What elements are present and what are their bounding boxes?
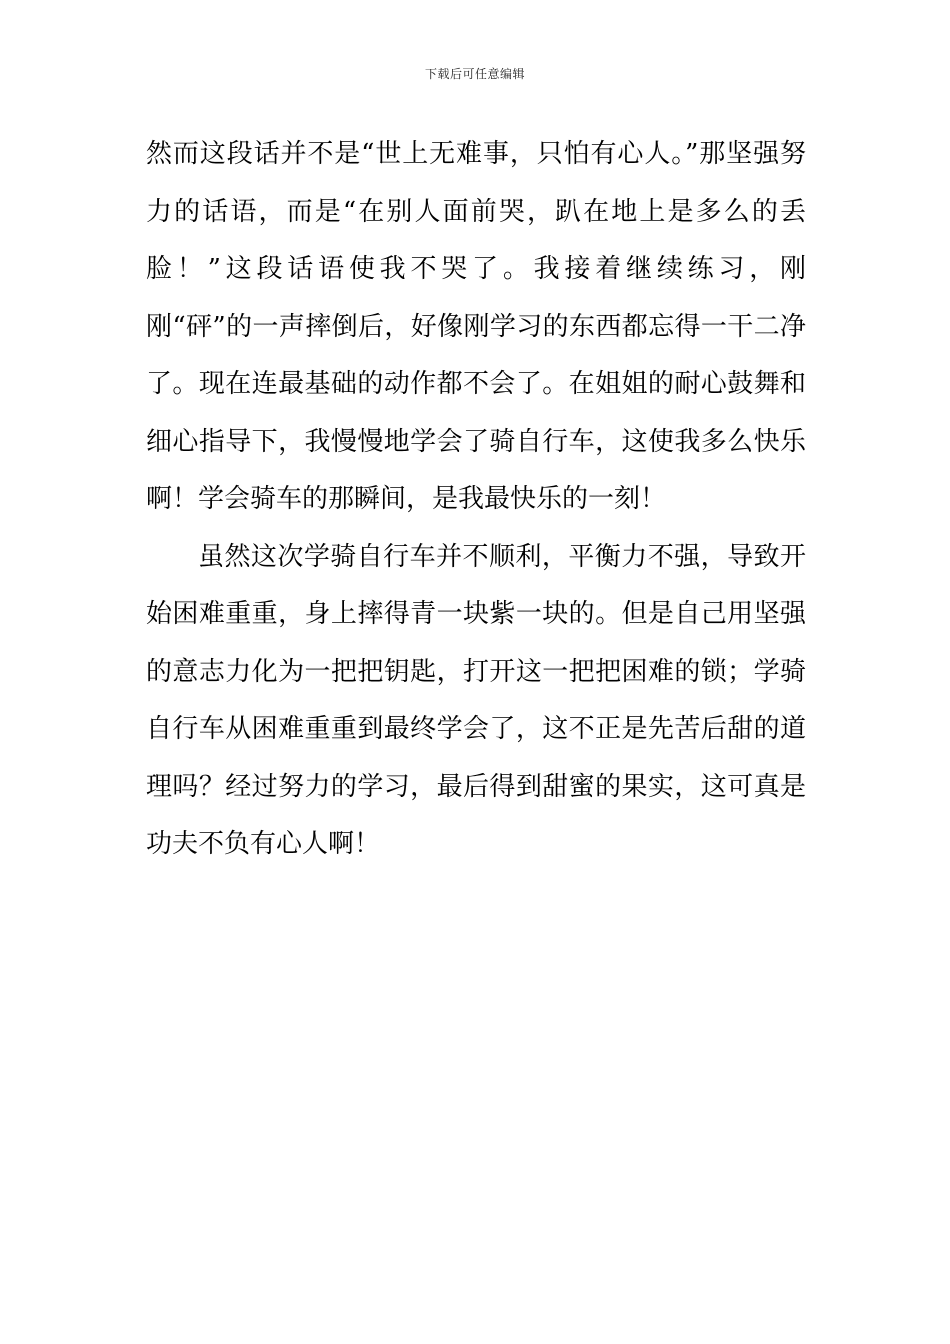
paragraph-2: 虽然这次学骑自行车并不顺利，平衡力不强，导致开始困难重重，身上摔得青一块紫一块的。但是自己用坚强的意志力化为一把把钥匙，打开这一把把困难的锁；学骑自行车从困难重重到最终学会了，这不正是先苦后甜的道理吗？经过努力的学习，最后得到甜蜜的果实，这可真是功夫不负有心人啊！ xyxy=(146,541,806,859)
page-header: 下载后可任意编辑 xyxy=(424,67,525,81)
paragraph-1: 然而这段话并不是“世上无难事，只怕有心人。”那坚强努力的话语，而是“在别人面前哭，趴在地上是多么的丢脸！”这段话语使我不哭了。我接着继续练习，刚刚“砰”的一声摔倒后，好像刚学习的东西都忘得一干二净了。现在连最基础的动作都不会了。在姐姐的耐心鼓舞和细心指导下，我慢慢地学会了骑自行车，这使我多么快乐啊！学会骑车的那瞬间，是我最快乐的一刻！ xyxy=(146,139,806,514)
document-body xyxy=(146,126,806,874)
